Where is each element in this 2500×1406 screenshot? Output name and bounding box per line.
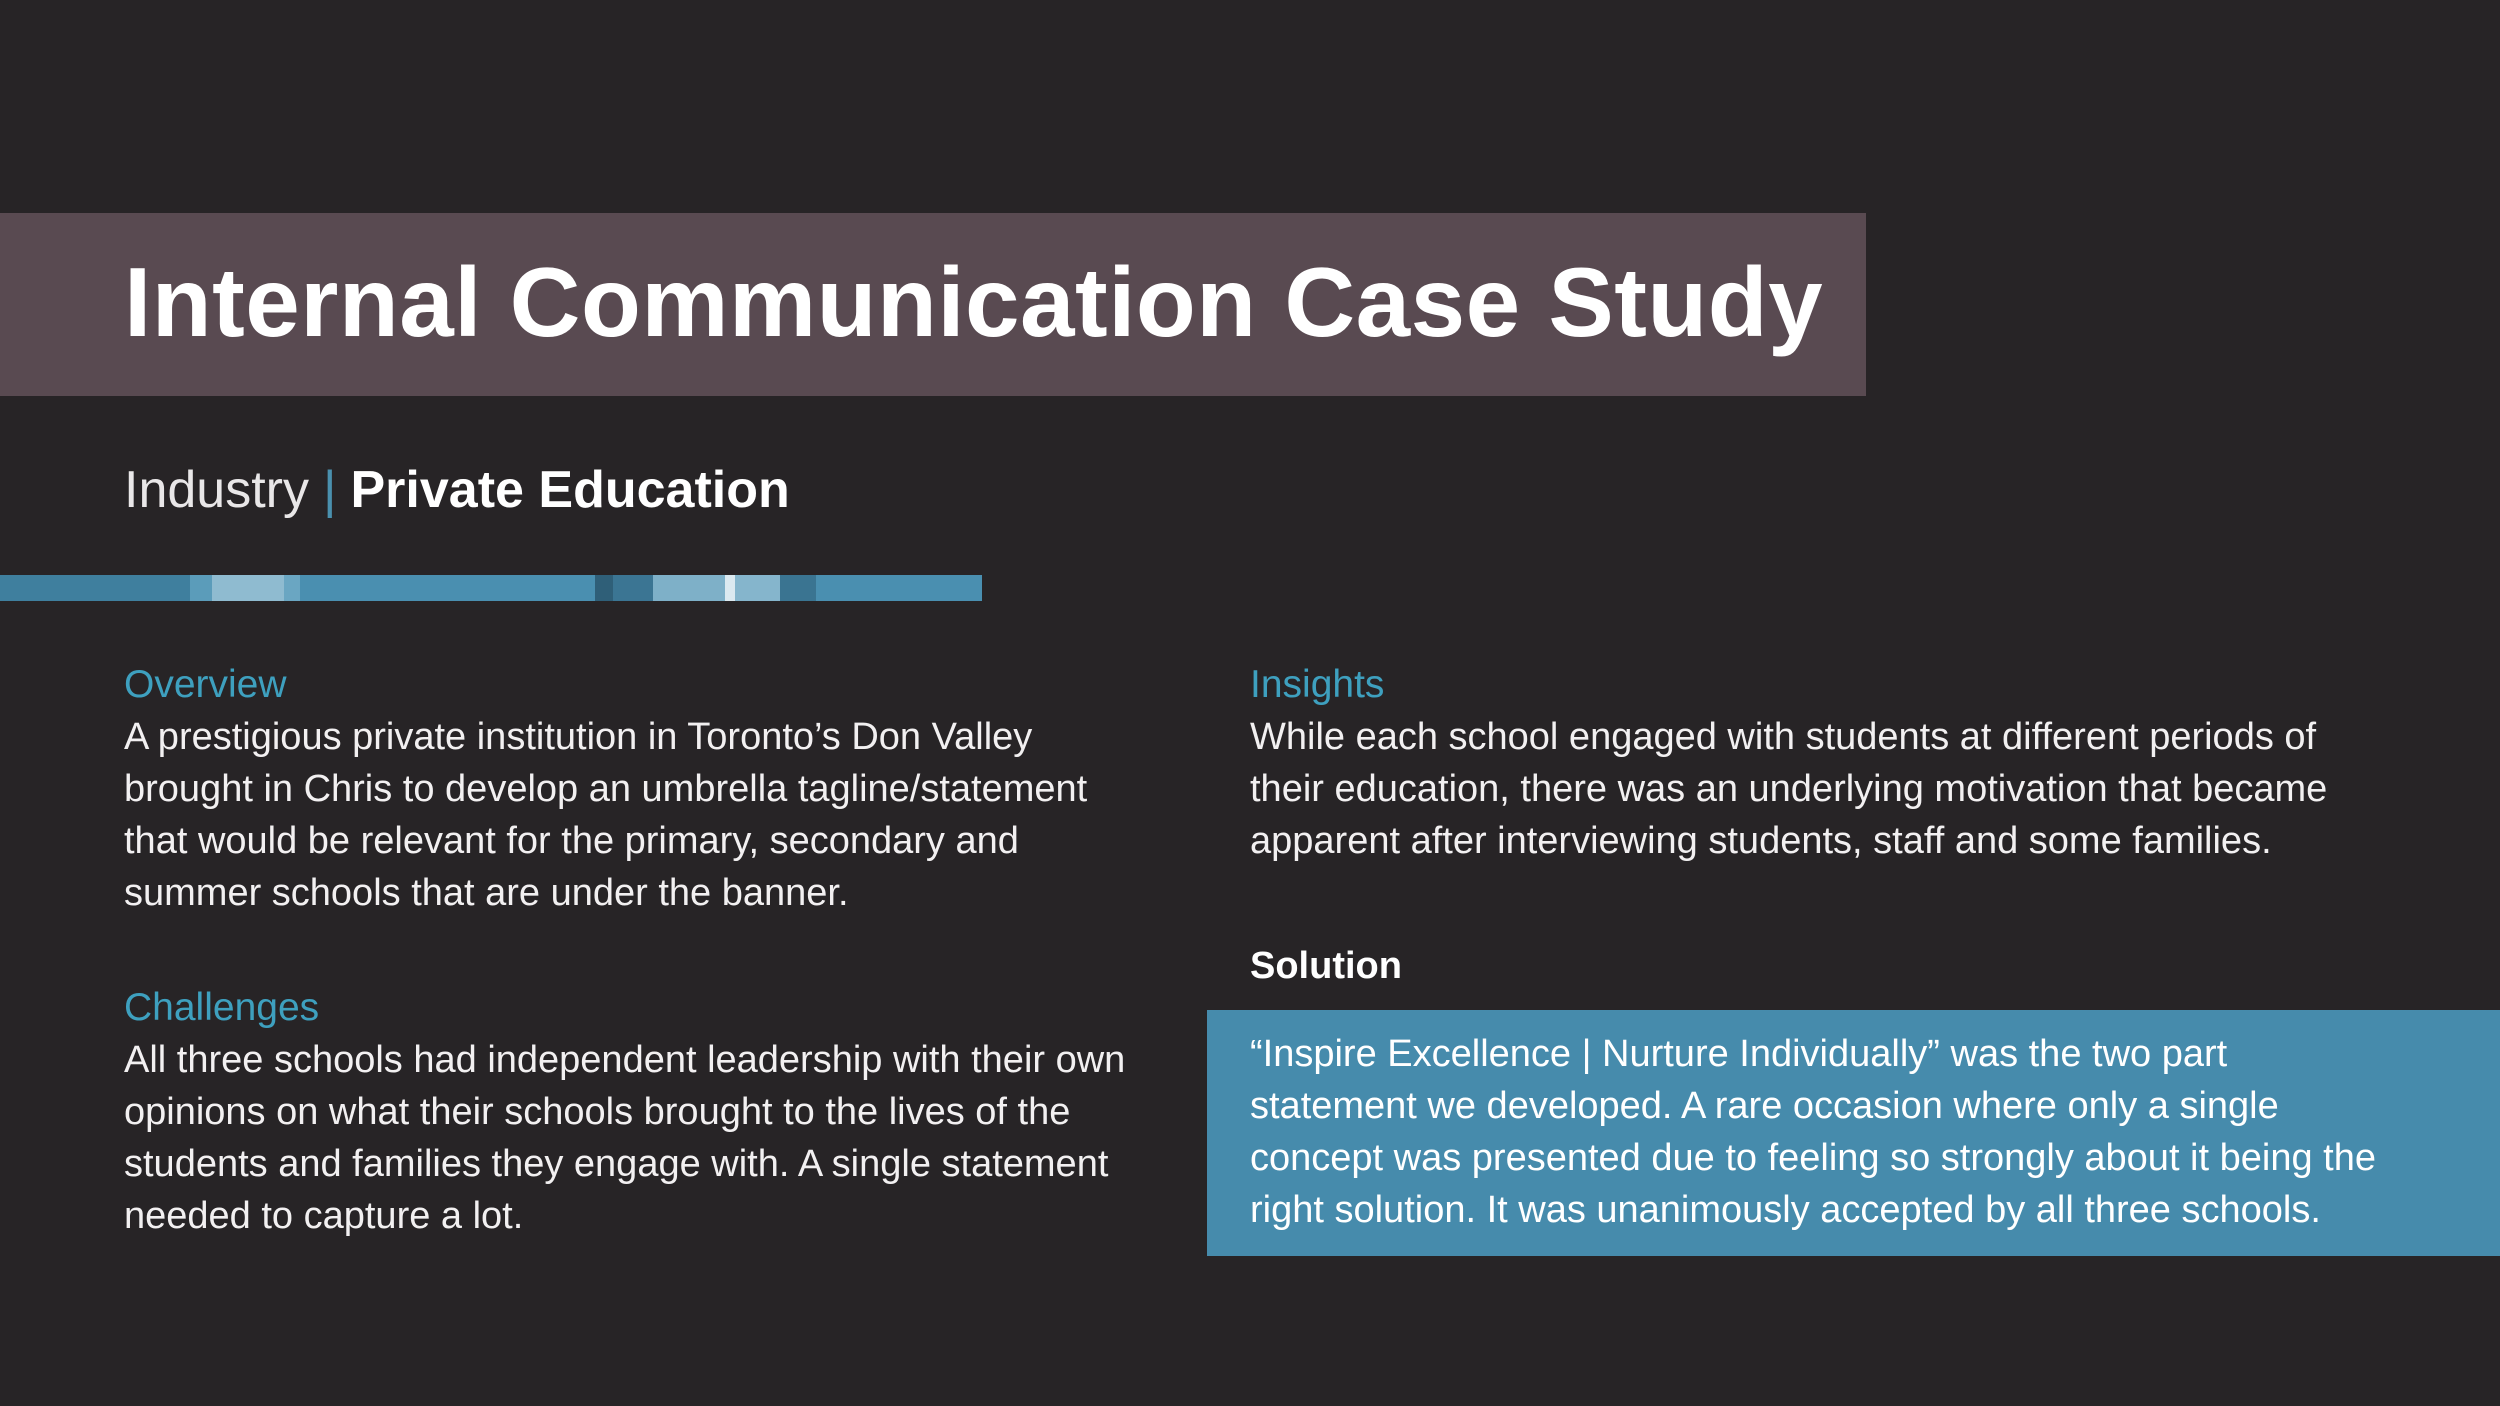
insights-line: their education, there was an underlying motivation that became xyxy=(1250,768,2328,810)
insights-line: While each school engaged with students at different periods of xyxy=(1250,716,2317,758)
stripe-segment xyxy=(284,575,300,601)
challenges-line: students and families they engage with. A single statement xyxy=(124,1143,1109,1185)
overview-line: A prestigious private institution in Toronto’s Don Valley xyxy=(124,716,1033,758)
industry-label: Industry xyxy=(124,461,309,519)
stripe-segment xyxy=(816,575,982,601)
stripe-segment xyxy=(735,575,780,601)
challenges-heading: Challenges xyxy=(124,986,320,1029)
challenges-line: needed to capture a lot. xyxy=(124,1195,524,1237)
challenges-line: All three schools had independent leadership with their own xyxy=(124,1039,1126,1081)
solution-heading: Solution xyxy=(1250,945,1402,987)
stripe-segment xyxy=(613,575,653,601)
stripe-segment xyxy=(595,575,613,601)
decorative-stripe xyxy=(0,575,982,601)
solution-line: concept was presented due to feeling so strongly about it being the xyxy=(1250,1137,2376,1179)
overview-line: brought in Chris to develop an umbrella tagline/statement xyxy=(124,768,1088,810)
insights-line: apparent after interviewing students, staff and some families. xyxy=(1250,820,2272,862)
insights-text xyxy=(1250,711,2327,867)
stripe-segment xyxy=(780,575,816,601)
overview-heading: Overview xyxy=(124,663,287,706)
solution-line: right solution. It was unanimously accepted by all three schools. xyxy=(1250,1189,2321,1231)
solution-line: statement we developed. A rare occasion where only a single xyxy=(1250,1085,2279,1127)
stripe-segment xyxy=(300,575,595,601)
overview-text xyxy=(124,711,1087,919)
stripe-segment xyxy=(725,575,735,601)
challenges-line: opinions on what their schools brought to the lives of the xyxy=(124,1091,1071,1133)
industry-value: Private Education xyxy=(350,461,790,519)
challenges-text xyxy=(124,1034,1125,1242)
page-title: Internal Communication Case Study xyxy=(124,247,1824,357)
overview-line: that would be relevant for the primary, secondary and xyxy=(124,820,1019,862)
solution-text xyxy=(1250,1028,2376,1236)
stripe-segment xyxy=(212,575,284,601)
insights-heading: Insights xyxy=(1250,663,1385,706)
industry-separator: | xyxy=(322,461,337,519)
overview-line: summer schools that are under the banner. xyxy=(124,872,849,914)
stripe-segment xyxy=(0,575,190,601)
industry-line xyxy=(124,452,790,528)
stripe-segment xyxy=(190,575,212,601)
solution-line: “Inspire Excellence | Nurture Individually” was the two part xyxy=(1250,1033,2228,1075)
stripe-segment xyxy=(653,575,725,601)
solution-box xyxy=(1207,1010,2500,1256)
